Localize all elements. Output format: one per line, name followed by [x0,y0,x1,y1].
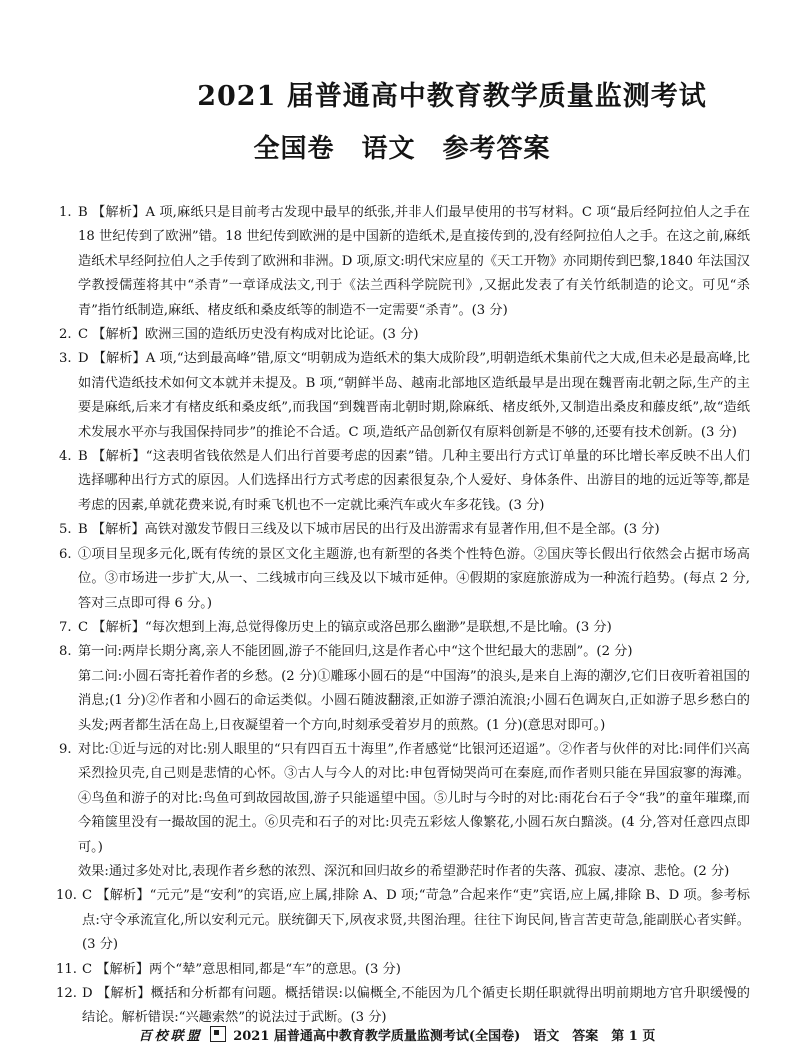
answer-item-6 [59,543,750,616]
answer-text: C 【解析】“每次想到上海,总觉得像历史上的镐京或洛邑那么幽渺”是联想,不是比喻。(3 分) [78,619,612,635]
answer-text: 第一问:两岸长期分离,亲人不能团圆,游子不能回归,这是作者心中“这个世纪最大的悲剧”。(2 分) [78,644,633,660]
answer-item-9 [59,738,750,884]
answer-item-1 [59,201,750,323]
page-footer [0,1025,794,1044]
answer-item-2 [59,323,750,347]
answer-text: 第二问:小圆石寄托着作者的乡愁。(2 分)①雕琢小圆石的是“中国海”的浪头,是来自上海的潮汐,它们日夜听着祖国的消息;(1 分)②作者和小圆石的命运类似。小圆石随波翻滚,正如游子漂泊流浪;小圆石色调灰白,正如游子思乡愁白的头发;两者都生活在岛上,日夜凝望着一个方向,时刻承受着岁月的煎熬。(1 分)(意思对即可。) [78,668,750,733]
answer-text: C 【解析】“元元”是“安利”的宾语,应上属,排除 A、D 项;“苛急”合起来作“吏”宾语,应上属,排除 B、D 项。参考标点:守令承流宣化,所以安利元元。朕统御天下,夙夜求贤,共图治理。往往下询民间,皆言苦吏苛急,能副朕心者实鲜。(3 分) [82,888,750,953]
answer-number: 7. [59,619,72,635]
answer-text: D 【解析】A 项,“达到最高峰”错,原文“明朝成为造纸术的集大成阶段”,明朝造纸术集前代之大成,但未必是最高峰,比如清代造纸技术如何文本就并未提及。B 项,“朝鲜半岛、越南北部地区造纸最早是出现在魏晋南北朝之际,生产的主要是麻纸,后来才有楮皮纸和桑皮纸”,而我国“到魏晋南北朝时期,除麻纸、楮皮纸外,又制造出桑皮和藤皮纸”,故“造纸术发展水平亦与我国保持同步”的推论不合适。C 项,造纸产品创新仅有原料创新是不够的,还要有技术创新。(3 分) [78,351,750,440]
answer-item-10 [56,884,750,957]
answer-item-7 [59,616,750,640]
answer-number: 6. [59,546,72,562]
answer-text: B 【解析】“这表明省钱依然是人们出行首要考虑的因素”错。几种主要出行方式订单量的环比增长率反映不出人们选择哪种出行方式的原因。人们选择出行方式考虑的因素很复杂,个人爱好、身体条件、出游目的地的远近等等,都是考虑的因素,单就花费来说,有时乘飞机也不一定就比乘汽车或火车多花钱。(3 分) [78,449,750,513]
answer-item-3 [59,347,750,445]
answer-item-8 [59,640,750,738]
answer-number: 8. [59,644,72,660]
document-title: 2021 届普通高中教育教学质量监测考试 [197,81,707,112]
answer-number: 1. [59,205,72,220]
answer-text: 效果:通过多处对比,表现作者乡愁的浓烈、深沉和回归故乡的希望渺茫时作者的失落、孤寂、凄凉、悲怆。(2 分) [78,863,730,879]
answer-text: C 【解析】两个“辇”意思相同,都是“车”的意思。(3 分) [82,961,401,977]
footer-text: 2021 届普通高中教育教学质量监测考试(全国卷) 语文 答案 第 1 页 [233,1029,656,1044]
answer-text: ①项目呈现多元化,既有传统的景区文化主题游,也有新型的各类个性特色游。②国庆等长假出行依然会占据市场高位。③市场进一步扩大,从一、二线城市向三线及以下城市延伸。④假期的家庭旅游成为一种流行趋势。(每点 2 分,答对三点即可得 6 分。) [78,546,750,611]
answer-text: B 【解析】高铁对激发节假日三线及以下城市居民的出行及出游需求有显著作用,但不是全部。(3 分) [78,522,660,538]
answer-number: 11. [56,961,77,977]
answer-number: 5. [59,522,72,538]
brand-logo: 百校联盟 [138,1029,203,1044]
answer-number: 2. [59,327,72,343]
answer-text: B 【解析】A 项,麻纸只是目前考古发现中最早的纸张,并非人们最早使用的书写材料。C 项“最后经阿拉伯人之手在 18 世纪传到了欧洲”错。18 世纪传到欧洲的是中国新的造纸术,是直接传到的,没有经阿拉伯人之手。在这之前,麻纸造纸术早经阿拉伯人之手传到了欧洲和非洲。D 项,原文:明代宋应星的《天工开物》亦同期传到巴黎,1840 年法国汉学教授儒莲将其中“杀青”一章译成法文,刊于《法兰西科学院院刊》,又据此发表了有关竹纸制造的论文。可见“杀青”指竹纸制造,麻纸、楮皮纸和桑皮纸等的制造不一定需要“杀青”。(3 分) [78,205,750,318]
answer-item-12 [56,982,750,1031]
seal-logo-icon [210,1026,226,1042]
answer-number: 9. [59,741,72,757]
answer-number: 3. [59,351,72,367]
answer-item-11 [56,958,750,982]
answer-number: 4. [59,449,72,465]
answer-number: 10. [56,888,77,904]
answer-list [56,201,750,1031]
document-subtitle: 全国卷 语文 参考答案 [253,134,551,164]
answer-item-4 [59,445,750,518]
answer-text: D 【解析】概括和分析都有问题。概括错误:以偏概全,不能因为几个循吏长期任职就得出明前期地方官升职缓慢的结论。解析错误:“兴趣索然”的说法过于武断。(3 分) [82,986,750,1026]
answer-number: 12. [56,986,77,1001]
answer-item-5 [59,518,750,542]
answer-text: C 【解析】欧洲三国的造纸历史没有构成对比论证。(3 分) [78,327,419,343]
answer-text: 对比:①近与远的对比:别人眼里的“只有四百五十海里”,作者感觉“比银河还迢遥”。②作者与伙伴的对比:同伴们兴高采烈捡贝壳,自己则是悲情的心怀。③古人与今人的对比:申包胥恸哭尚可在秦庭,而作者则只能在异国寂寥的海滩。④鸟鱼和游子的对比:鸟鱼可到故园故国,游子只能遥望中国。⑤儿时与今时的对比:雨花台石子令“我”的童年璀璨,而今箱箧里没有一撮故国的泥土。⑥贝壳和石子的对比:贝壳五彩炫人像繁花,小圆石灰白黯淡。(4 分,答对任意四点即可。) [78,741,750,855]
